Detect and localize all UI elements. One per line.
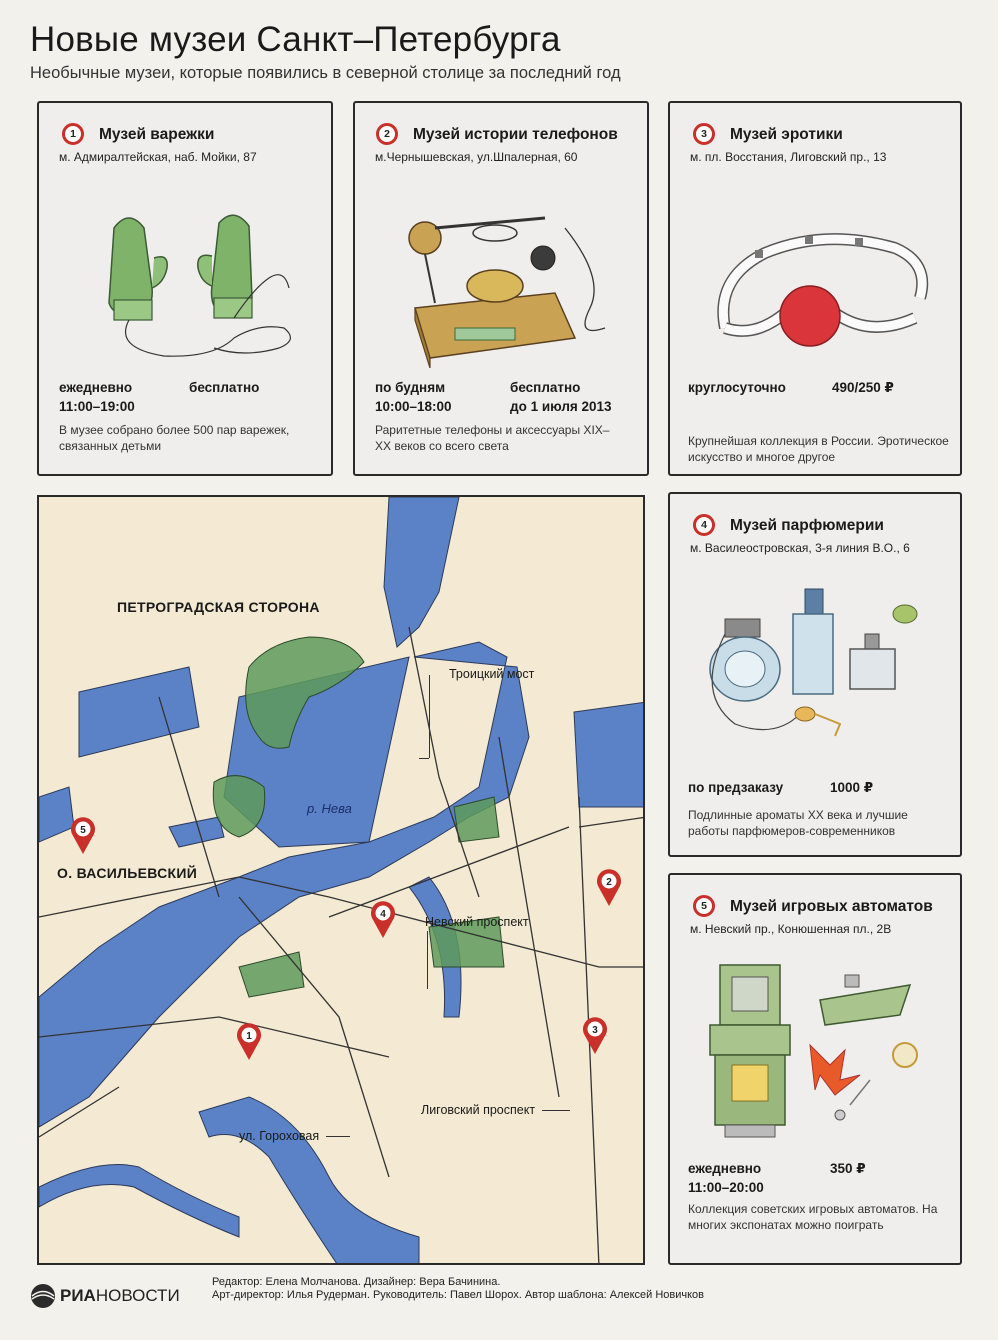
museum-description: Подлинные ароматы XX века и лучшие работы парфюмеров-современников [688, 808, 908, 838]
museum-card-2 [353, 101, 649, 476]
ball-gag-icon [695, 218, 945, 368]
area-label-vasilievsky: О. ВАСИЛЬЕВСКИЙ [57, 865, 198, 881]
map-pin-number: 4 [380, 909, 386, 920]
river-label-neva: р. Нева [307, 801, 352, 816]
map-pin-1[interactable] [235, 1021, 263, 1061]
museum-name: Музей игровых автоматов [730, 898, 933, 915]
museum-hours: ежедневно 11:00–19:00 [59, 380, 135, 414]
ria-novosti-logo [30, 1283, 180, 1309]
arcade-machine-icon [700, 955, 950, 1145]
museum-name: Музей варежки [99, 126, 215, 143]
museum-address: м. пл. Восстания, Лиговский пр., 13 [690, 150, 887, 164]
callout-ligovsky-prospect: Лиговский проспект [421, 1103, 570, 1117]
logo-ria-text: РИА [60, 1286, 96, 1305]
area-label-petrogradskaya: ПЕТРОГРАДСКАЯ СТОРОНА [117, 599, 320, 615]
museum-description: В музее собрано более 500 пар варежек, связанных детьми [59, 423, 290, 453]
museum-price: 1000 ₽ [830, 780, 874, 795]
map-pin-number: 2 [606, 877, 612, 888]
museum-hours: по предзаказу [688, 780, 784, 795]
museum-card-1 [37, 101, 333, 476]
museum-number-badge: 3 [693, 123, 715, 145]
museum-hours: ежедневно 11:00–20:00 [688, 1161, 764, 1195]
page-title: Новые музеи Санкт–Петербурга [30, 20, 561, 59]
callout-gorokhovaya-street: ул. Гороховая [239, 1129, 350, 1143]
museum-number-badge: 2 [376, 123, 398, 145]
museum-card-5 [668, 873, 962, 1265]
museum-number-badge: 5 [693, 895, 715, 917]
museum-name: Музей истории телефонов [413, 126, 618, 143]
page-subtitle: Необычные музеи, которые появились в северной столице за последний год [30, 64, 621, 82]
credits-line-1: Редактор: Елена Молчанова. Дизайнер: Вера Бачинина. [212, 1276, 501, 1288]
museum-description: Раритетные телефоны и аксессуары XIX–XX веков со всего света [375, 423, 610, 453]
museum-price: бесплатно до 1 июля 2013 [510, 380, 612, 414]
museum-address: м.Чернышевская, ул.Шпалерная, 60 [375, 150, 578, 164]
city-map [37, 495, 645, 1265]
logo-novosti-text: НОВОСТИ [95, 1286, 180, 1305]
credits-line-2: Арт-директор: Илья Рудерман. Руководитель: Павел Шорох. Автор шаблона: Алексей Новичков [212, 1289, 705, 1301]
museum-number-badge: 1 [62, 123, 84, 145]
museum-description: Крупнейшая коллекция в России. Эротическое искусство и многое другое [688, 434, 949, 464]
museum-address: м. Василеостровская, 3-я линия В.О., 6 [690, 541, 910, 555]
museum-card-4 [668, 492, 962, 857]
map-pin-3[interactable] [581, 1015, 609, 1055]
map-pin-2[interactable] [595, 867, 623, 907]
map-pin-number: 5 [80, 825, 86, 836]
map-pin-number: 1 [246, 1031, 252, 1042]
antique-telephone-icon [395, 198, 625, 368]
museum-hours: по будням 10:00–18:00 [375, 380, 452, 414]
callout-nevsky-prospect: Невский проспект [425, 915, 529, 929]
museum-price: 350 ₽ [830, 1161, 866, 1176]
museum-description: Коллекция советских игровых автоматов. На многих экспонатах можно поиграть [688, 1202, 938, 1232]
museum-price: 490/250 ₽ [832, 380, 894, 395]
map-pin-number: 3 [592, 1025, 598, 1036]
museum-card-3 [668, 101, 962, 476]
mittens-icon [84, 208, 304, 368]
museum-number-badge: 4 [693, 514, 715, 536]
credits [212, 1276, 704, 1302]
museum-name: Музей парфюмерии [730, 517, 884, 534]
museum-hours: круглосуточно [688, 380, 786, 395]
museum-address: м. Невский пр., Конюшенная пл., 2В [690, 922, 892, 936]
perfume-bottles-icon [695, 574, 945, 744]
ria-globe-icon [30, 1283, 56, 1309]
museum-name: Музей эротики [730, 126, 843, 143]
map-pin-4[interactable] [369, 899, 397, 939]
museum-price: бесплатно [189, 380, 260, 395]
callout-troitsky-bridge: Троицкий мост [429, 667, 534, 681]
museum-address: м. Адмиралтейская, наб. Мойки, 87 [59, 150, 257, 164]
map-pin-5[interactable] [69, 815, 97, 855]
